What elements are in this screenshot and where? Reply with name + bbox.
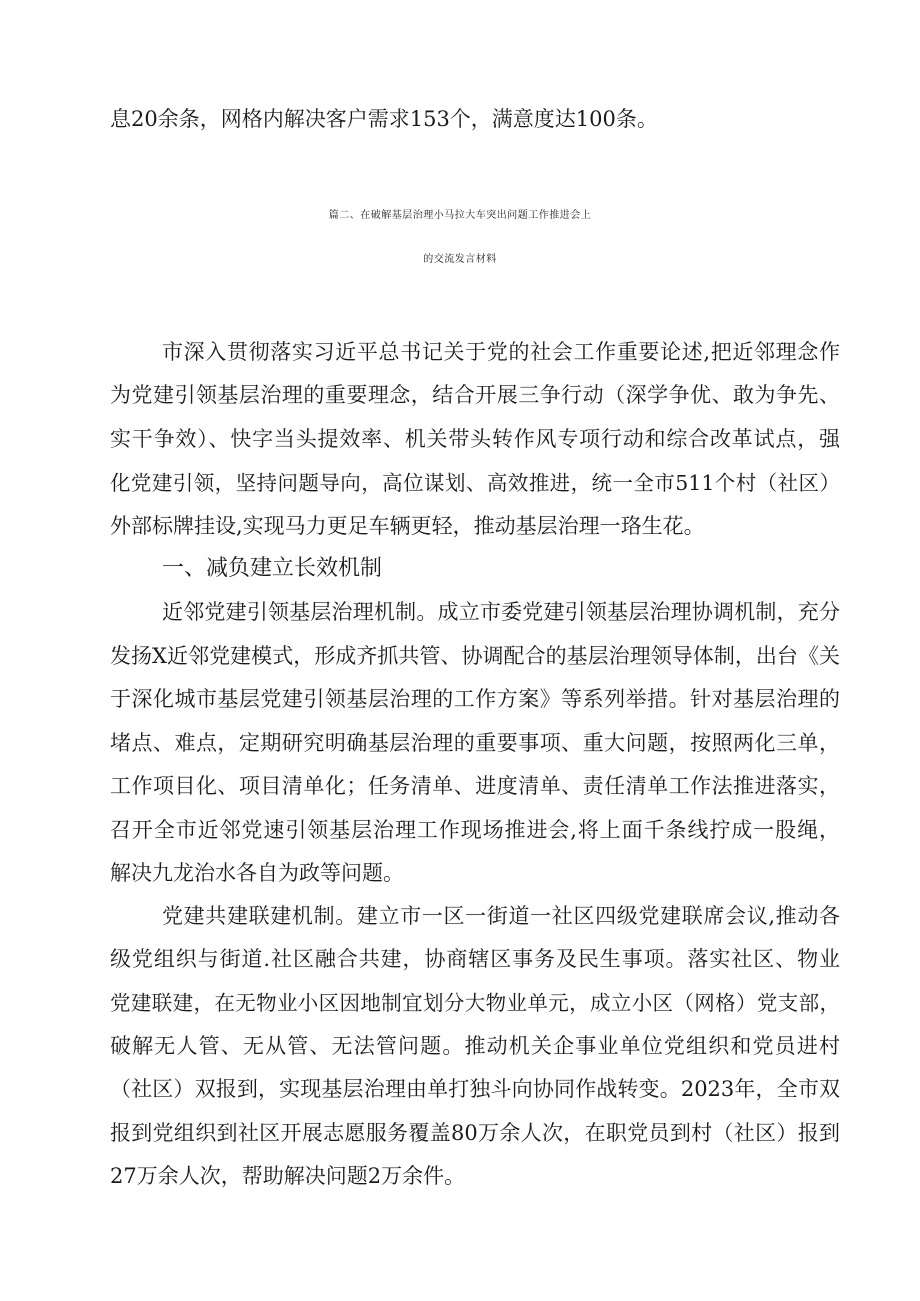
paragraph-2-line: 工作项目化、项目清单化；任务清单、进度清单、责任清单工作法推进落实， xyxy=(110,774,840,798)
paragraph-2-line: 近邻党建引领基层治理机制。成立市委党建引领基层治理协调机制，充分 xyxy=(162,600,840,624)
paragraph-3-line: 级党组织与街道.社区融合共建，协商辖区事务及民生事项。落实社区、物业 xyxy=(110,947,840,971)
intro-tail-line: 息20余条，网格内解决客户需求153个，满意度达100条。 xyxy=(110,107,658,131)
paragraph-1-line: 外部标牌挂设,实现马力更足车辆更轻，推动基层治理一珞生花。 xyxy=(110,514,705,538)
paragraph-2-line: 发扬X近邻党建模式，形成齐抓共管、协调配合的基层治理领导体制，出台《关 xyxy=(110,644,840,668)
paragraph-3-line: 27万余人次，帮助解决问题2万余件。 xyxy=(110,1164,466,1188)
paragraph-3-line: 党建共建联建机制。建立市一区一街道一社区四级党建联席会议,推动各 xyxy=(162,904,840,928)
paragraph-3-line: （社区）双报到，实现基层治理由单打独斗向协同作战转变。2023年，全市双 xyxy=(110,1077,840,1101)
article-title-line-2: 的交流发言材料 xyxy=(423,254,497,265)
paragraph-1-line: 化党建引领，坚持问题导向，高位谋划、高效推进，统一全市511个村（社区） xyxy=(110,471,840,495)
section-1-heading: 一、减负建立长效机制 xyxy=(162,556,383,581)
paragraph-2-line: 召开全市近邻党速引领基层治理工作现场推进会,将上面千条线拧成一股绳， xyxy=(110,818,840,842)
paragraph-2-line: 解决九龙治水各自为政等问题。 xyxy=(110,861,404,885)
paragraph-1-line: 实干争效）、快字当头提效率、机关带头转作风专项行动和综合改革试点，强 xyxy=(110,427,840,451)
paragraph-1-line: 为党建引领基层治理的重要理念，结合开展三争行动（深学争优、敢为争先、 xyxy=(110,383,840,407)
paragraph-1-line: 市深入贯彻落实习近平总书记关于党的社会工作重要论述,把近邻理念作 xyxy=(162,340,840,364)
article-title-line-1: 篇二、在破解基层治理小马拉大车突出问题工作推进会上 xyxy=(328,210,592,221)
paragraph-3-line: 破解无人管、无从管、无法管问题。推动机关企事业单位党组织和党员进村 xyxy=(110,1034,840,1058)
paragraph-2-line: 于深化城市基层党建引领基层治理的工作方案》等系列举措。针对基层治理的 xyxy=(110,687,840,711)
paragraph-3-line: 报到党组织到社区开展志愿服务覆盖80万余人次，在职党员到村（社区）报到 xyxy=(110,1121,840,1145)
paragraph-3-line: 党建联建，在无物业小区因地制宜划分大物业单元，成立小区（网格）党支部， xyxy=(110,991,840,1015)
paragraph-2-line: 堵点、难点，定期研究明确基层治理的重要事项、重大问题，按照两化三单， xyxy=(110,731,840,755)
